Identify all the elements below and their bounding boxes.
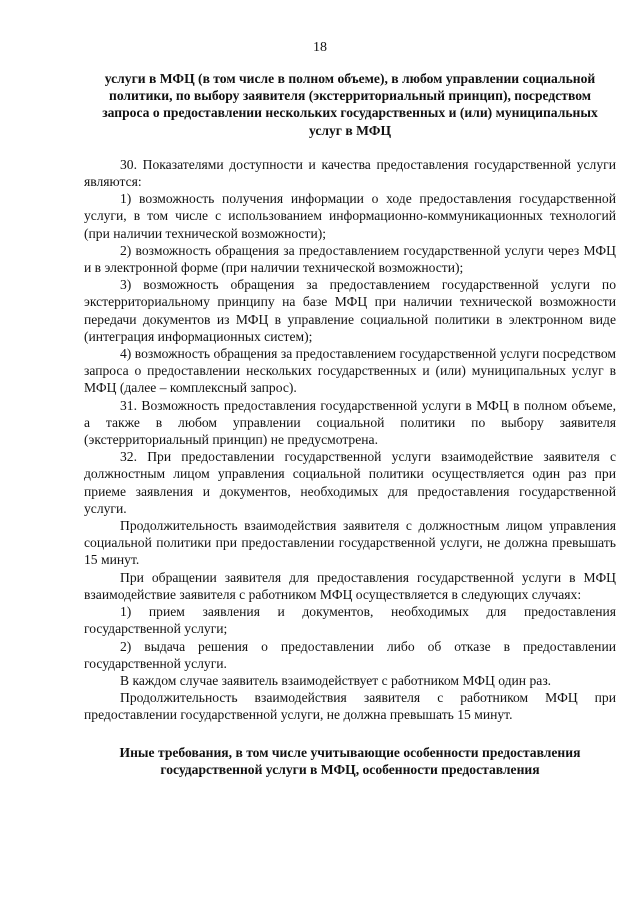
paragraph-31: 31. Возможность предоставления государственной услуги в МФЦ в полном объеме, а также в любом управлении социальной политики по выбору заявителя (экстерриториальный принцип) не предусмотрена. <box>84 397 616 448</box>
list-item-mfc-2: 2) выдача решения о предоставлении либо об отказе в предоставлении государственной услуги. <box>84 638 616 671</box>
document-body <box>84 70 616 778</box>
paragraph-duration-mfc: Продолжительность взаимодействия заявителя с работником МФЦ при предоставлении государственной услуги, не должна превышать 15 минут. <box>84 690 616 723</box>
list-item-2: 2) возможность обращения за предоставлением государственной услуги через МФЦ и в электронной форме (при наличии технической возможности); <box>84 242 616 276</box>
list-item-3: 3) возможность обращения за предоставлением государственной услуги по экстерриториальному принципу на базе МФЦ при наличии технической возможности передачи документов из МФЦ в управление социальной политики в электронном виде (интеграция информационных систем); <box>84 277 616 344</box>
list-item-4: 4) возможность обращения за предоставлением государственной услуги посредством запроса о предоставлении нескольких государственных и (или) муниципальных услуг в МФЦ (далее – комплексный запрос). <box>84 346 616 396</box>
page-number: 18 <box>313 40 327 55</box>
paragraph-each-case: В каждом случае заявитель взаимодействует с работником МФЦ один раз. <box>120 672 552 688</box>
paragraph-30: 30. Показателями доступности и качества предоставления государственной услуги являются: <box>84 156 616 190</box>
section-heading: услуги в МФЦ (в том числе в полном объеме), в любом управлении социальной политики, по выбору заявителя (экстерриториальный принцип), посредством запроса о предоставлении нескольких государственных и (или) муниципальных услуг в МФЦ <box>102 71 598 138</box>
paragraph-mfc-cases: При обращении заявителя для предоставления государственной услуги в МФЦ взаимодействие заявителя с работником МФЦ осуществляется в следующих случаях: <box>84 569 616 602</box>
paragraph-32: 32. При предоставлении государственной услуги взаимодействие заявителя с должностным лицом управления социальной политики осуществляется один раз при приеме заявления и документов, необходимых для предоставления государственной услуги. <box>84 449 616 516</box>
list-item-1: 1) возможность получения информации о ходе предоставления государственной услуги, в том числе с использованием информационно-коммуникационных технологий (при наличии технической возможности); <box>84 191 616 241</box>
paragraph-duration-official: Продолжительность взаимодействия заявителя с должностным лицом управления социальной политики при предоставлении государственной услуги, не должна превышать 15 минут. <box>84 518 616 568</box>
list-item-mfc-1: 1) прием заявления и документов, необходимых для предоставления государственной услуги; <box>84 604 616 637</box>
next-section-heading: Иные требования, в том числе учитывающие особенности предоставления государственной услуги в МФЦ, особенности предоставления <box>119 744 581 777</box>
